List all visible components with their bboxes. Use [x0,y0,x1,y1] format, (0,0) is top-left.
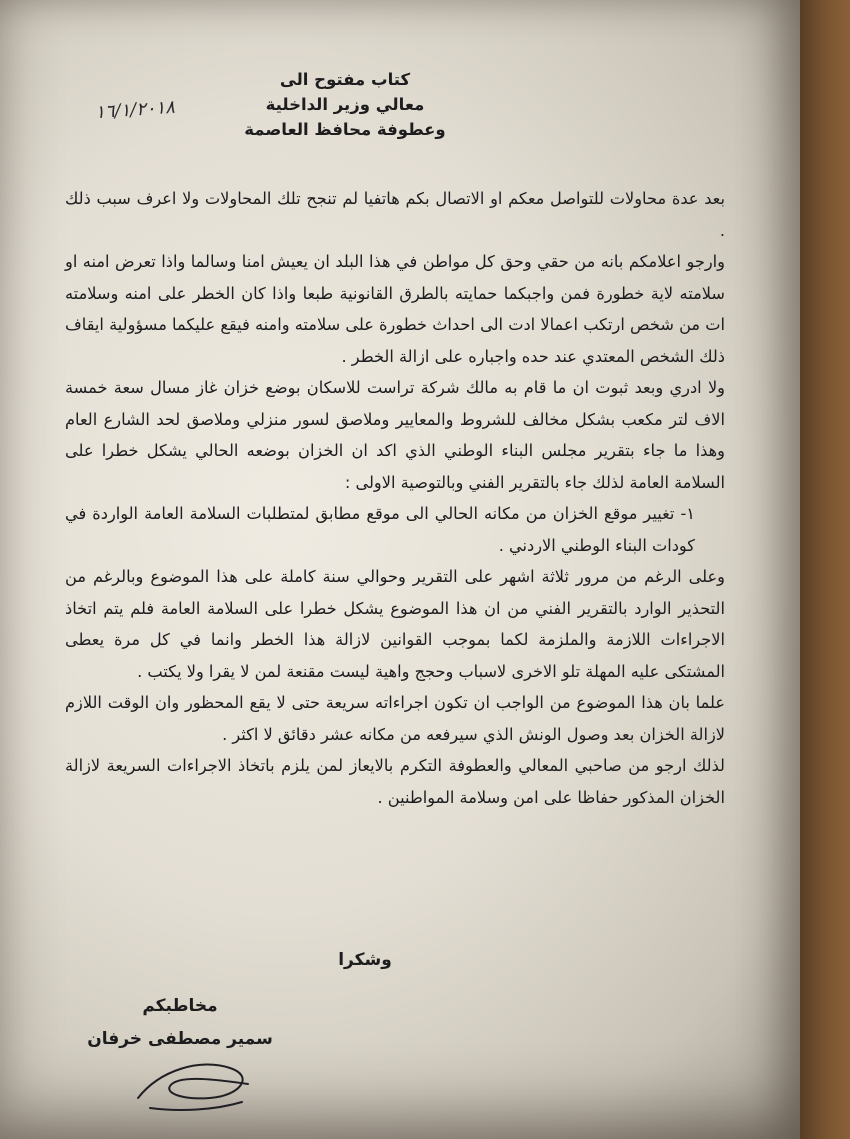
closing-block [75,990,285,1056]
paragraph-1: بعد عدة محاولات للتواصل معكم او الاتصال بكم هاتفيا لم تنجح تلك المحاولات ولا اعرف سبب ذلك . [65,189,725,240]
recommendation-item-1: ١- تغيير موقع الخزان من مكانه الحالي الى موقع مطابق لمتطلبات السلامة العامة الواردة في كودات البناء الوطني الاردني . [65,504,695,555]
paragraph-3: ولا ادري وبعد ثبوت ان ما قام به مالك شركة تراست للاسكان بوضع خزان غاز مسال سعة خمسة الاف لتر مكعب بشكل مخالف للشروط والمعايير وملاصق لسور منزلي وملاصق لحد الشارع العام وهذا ما جاء بتقرير مجلس البناء الوطني الذي اكد ان الخزان بوضعه الحالي يشكل خطرا على السلامة العامة لذلك جاء بالتقرير الفني وبالتوصية الاولى : [65,378,725,492]
paragraph-6: لذلك ارجو من صاحبي المعالي والعطوفة التكرم بالايعاز لمن يلزم باتخاذ الاجراءات السريعة لازالة الخزان المذكور حفاظا على امن وسلامة المواطنين . [65,756,725,807]
signer-name: سمير مصطفى خرفان [87,1029,273,1049]
closing-salutation: مخاطبكم [142,996,218,1016]
thanks-line: وشكرا [338,950,392,970]
handwritten-date: ١٦/١/٢٠١٨ [94,96,176,124]
letter-body [65,183,725,813]
handwritten-signature-icon [130,1050,260,1120]
heading-line-2: معالي وزير الداخلية [265,95,425,114]
heading-line-1: كتاب مفتوح الى [279,70,411,89]
paragraph-2: وارجو اعلامكم بانه من حقي وحق كل مواطن في هذا البلد ان يعيش امنا وسالما واذا تعرض امنه او سلامته لاية خطورة فمن واجبكما حمايته بالطرق القانونية طبعا واذا كان الخطر على امنه وسلامته ات من شخص ارتكب اعمالا ادت الى احداث خطورة على سلامته وامنه فيقع عليكما مسؤولية ايقاف ذلك الشخص المعتدي عند حده واجباره على ازالة الخطر . [65,252,725,366]
heading-line-3: وعطوفة محافظ العاصمة [244,120,446,139]
letter-page [55,55,735,1115]
paragraph-5: علما بان هذا الموضوع من الواجب ان تكون اجراءاته سريعة حتى لا يقع المحظور وان الوقت اللازم لازالة الخزان بعد وصول الونش الذي سيرفعه من مكانه عشر دقائق لا اكثر . [65,693,725,744]
paragraph-4: وعلى الرغم من مرور ثلاثة اشهر على التقرير وحوالي سنة كاملة على هذا الموضوع وبالرغم من التحذير الوارد بالتقرير الفني من ان هذا الموضوع يشكل خطرا على السلامة العامة فلم يتم اتخاذ الاجراءات اللازمة والملزمة لكما بموجب القوانين لازالة هذا الخطر وانما في كل مرة يعطى المشتكى عليه المهلة تلو الاخرى لاسباب وحجج واهية ليست مقنعة لمن لا يقرا ولا يكتب . [65,567,725,681]
